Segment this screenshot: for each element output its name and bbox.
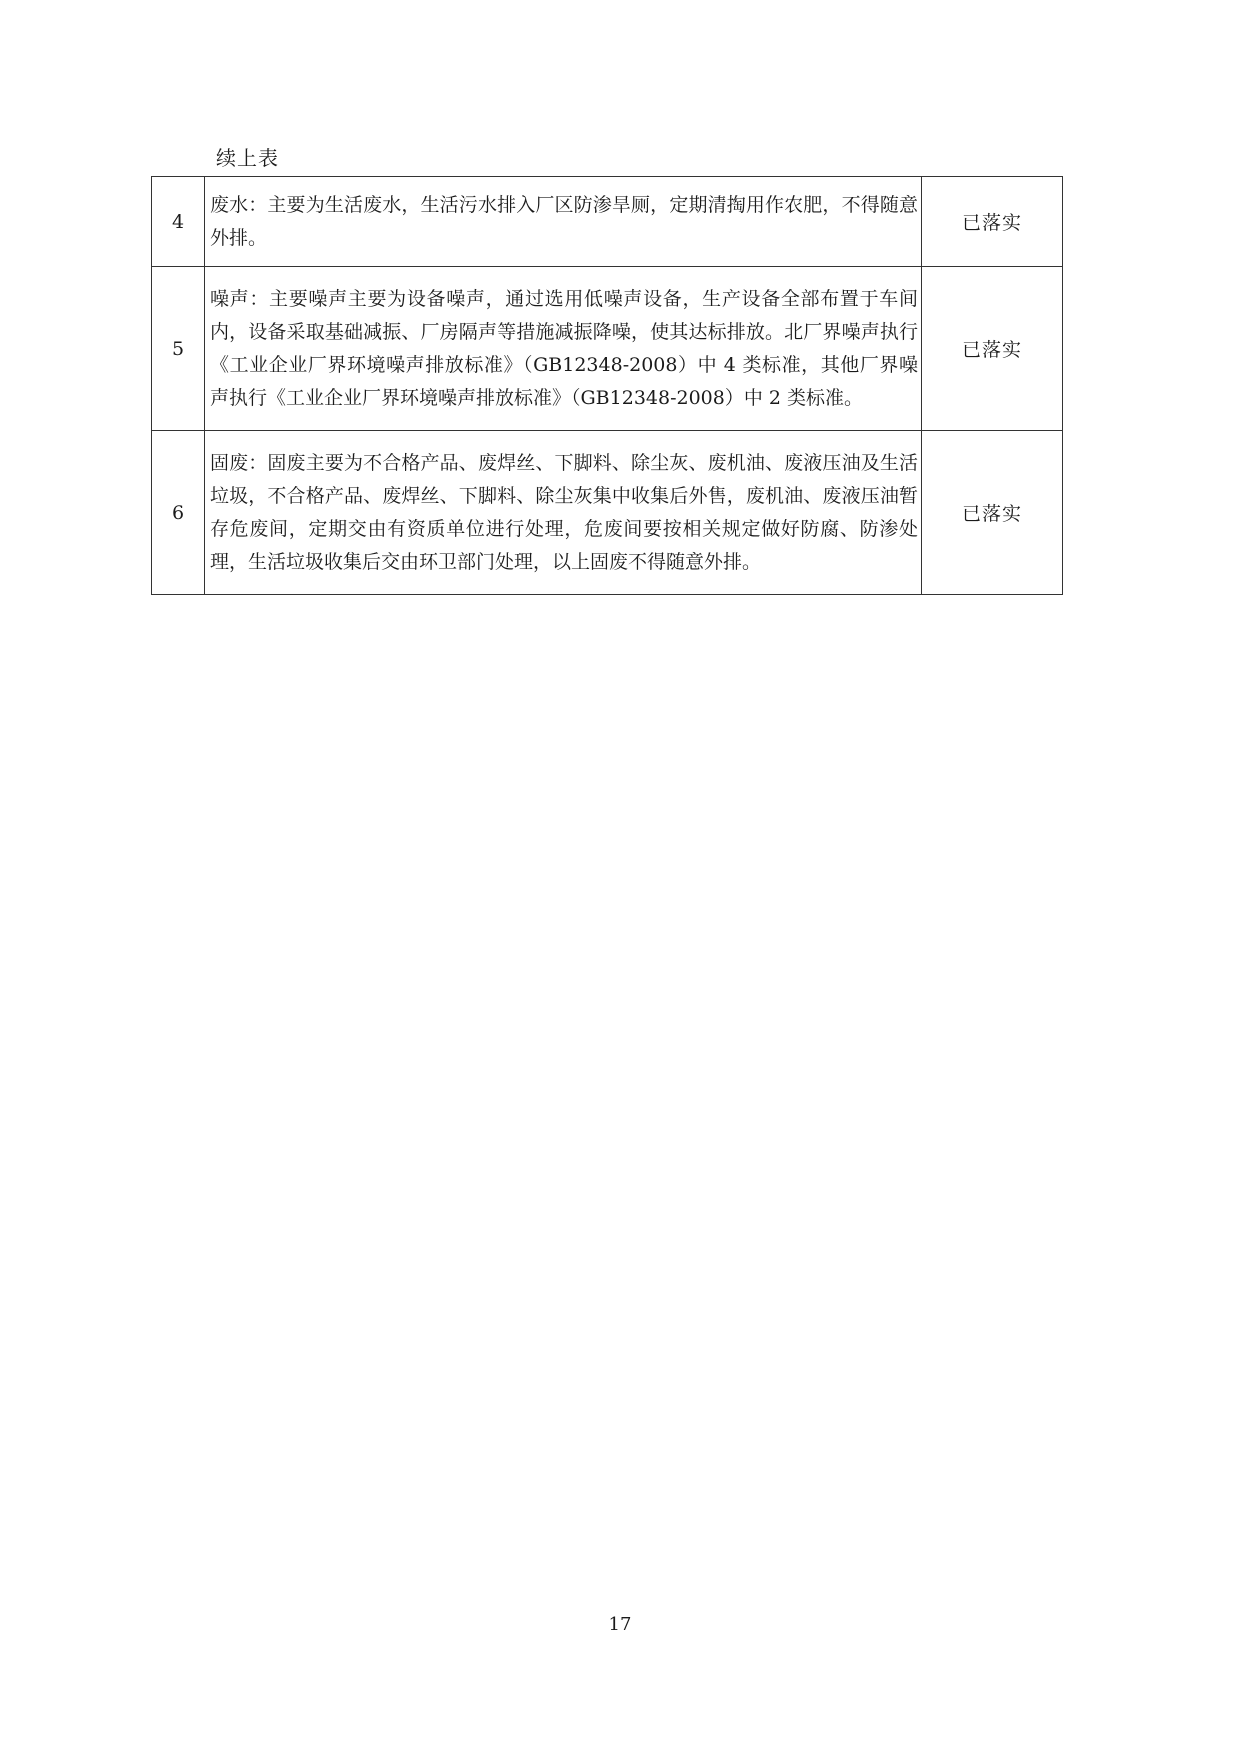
status-cell: 已落实: [922, 177, 1063, 267]
table-row: [152, 267, 1063, 431]
status-cell: 已落实: [922, 267, 1063, 431]
row-number: 5: [152, 267, 205, 431]
table-row: [152, 177, 1063, 267]
status-cell: 已落实: [922, 431, 1063, 595]
measure-description: 固废：固废主要为不合格产品、废焊丝、下脚料、除尘灰、废机油、废液压油及生活垃圾，不合格产品、废焊丝、下脚料、除尘灰集中收集后外售，废机油、废液压油暂存危废间，定期交由有资质单位进行处理，危废间要按相关规定做好防腐、防渗处理，生活垃圾收集后交由环卫部门处理，以上固废不得随意外排。: [205, 431, 922, 595]
page-number: 17: [608, 1614, 632, 1635]
measure-description: 噪声：主要噪声主要为设备噪声，通过选用低噪声设备，生产设备全部布置于车间内，设备采取基础减振、厂房隔声等措施减振降噪，使其达标排放。北厂界噪声执行《工业企业厂界环境噪声排放标准》（GB12348-2008）中 4 类标准，其他厂界噪声执行《工业企业厂界环境噪声排放标准》（GB12348-2008）中 2 类标准。: [205, 267, 922, 431]
measures-table: [151, 176, 1063, 595]
row-number: 6: [152, 431, 205, 595]
measure-description: 废水：主要为生活废水，生活污水排入厂区防渗旱厕，定期清掏用作农肥，不得随意外排。: [205, 177, 922, 267]
row-number: 4: [152, 177, 205, 267]
table-caption: 续上表: [216, 146, 279, 170]
table-row: [152, 431, 1063, 595]
